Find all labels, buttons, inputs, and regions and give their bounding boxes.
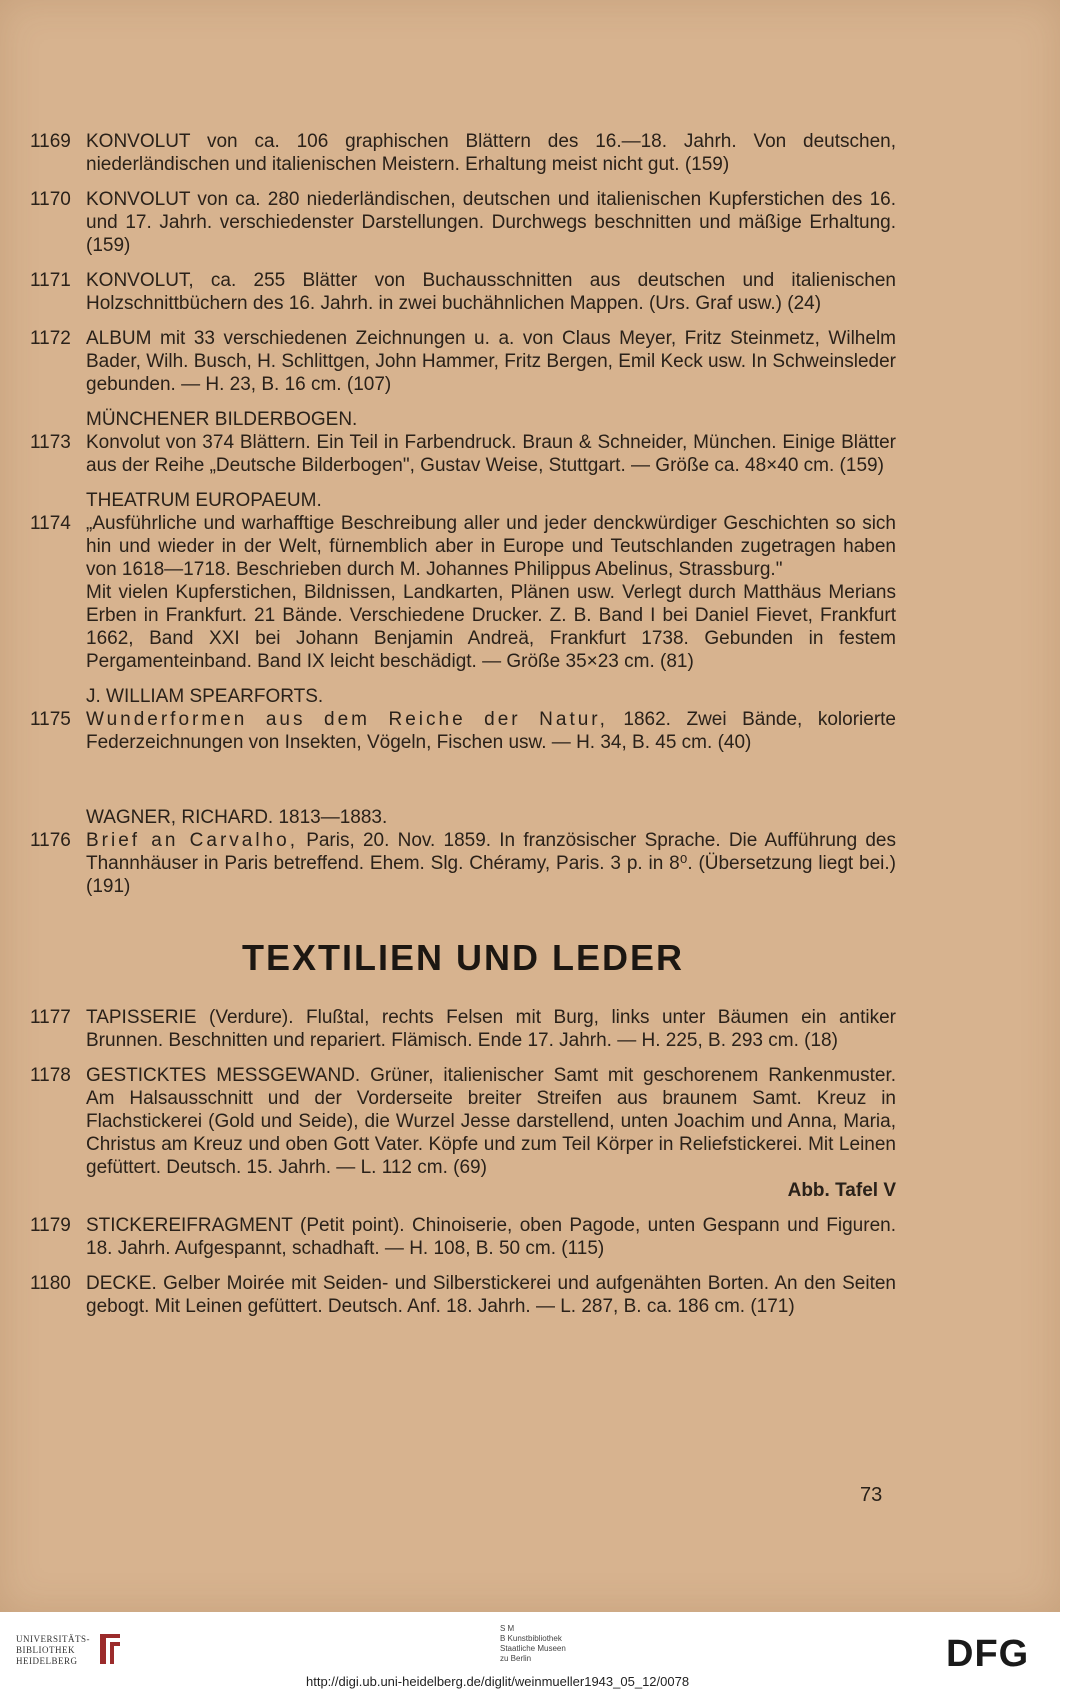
entry-title-spaced: Brief an Carvalho,: [86, 830, 298, 851]
catalog-entry-1172: [30, 327, 896, 396]
entry-number: 1175: [30, 709, 71, 730]
entry-number: 1169: [30, 131, 71, 152]
entry-number: 1178: [30, 1065, 71, 1086]
uni-line: HEIDELBERG: [16, 1656, 78, 1666]
uni-line: BIBLIOTHEK: [16, 1645, 75, 1655]
uni-line: UNIVERSITÄTS-: [16, 1634, 90, 1644]
entry-text: Paris, 20. Nov. 1859. In französischer Sprache. Die Aufführung des Thannhäuser in Paris betreffend. Ehem. Slg. Chéramy, Paris. 3 p. in 8⁰. (Übersetzung liegt bei.) (191): [86, 830, 896, 897]
source-url-link[interactable]: http://digi.ub.uni-heidelberg.de/diglit/weinmueller1943_05_12/0078: [306, 1674, 690, 1689]
sm-line: S M: [500, 1624, 515, 1633]
heading-wagner: WAGNER, RICHARD. 1813—1883.: [86, 807, 388, 828]
catalog-content: [30, 130, 896, 1330]
section-title: TEXTILIEN UND LEDER: [241, 937, 684, 978]
sm-line: B Kunstbibliothek: [500, 1634, 562, 1643]
heading-spearforts: J. WILLIAM SPEARFORTS.: [86, 686, 324, 707]
entries-bottom: [30, 1006, 896, 1318]
catalog-entry-1175: [30, 708, 896, 754]
catalog-entry-1174: [30, 512, 896, 673]
catalog-entry-1178: [30, 1064, 896, 1202]
entries-top: [30, 130, 896, 396]
heading-muenchener: MÜNCHENER BILDERBOGEN.: [86, 409, 358, 430]
entry-number: 1173: [30, 432, 71, 453]
catalog-entry-1170: [30, 188, 896, 257]
heading-theatrum: THEATRUM EUROPAEUM.: [86, 490, 322, 511]
entry-text: ALBUM mit 33 verschiedenen Zeichnungen u. a. von Claus Meyer, Fritz Steinmetz, Wilhelm Bader, Wilh. Busch, H. Schlittgen, John Hammer, Fritz Bergen, Emil Keck usw. In Schweinsleder gebunden. — H. 23, B. 16 cm. (107): [86, 328, 896, 395]
page-number: 73: [860, 1484, 883, 1506]
entry-text: STICKEREIFRAGMENT (Petit point). Chinoiserie, oben Pagode, unten Gespann und Figuren. 18. Jahrh. Aufgespannt, schadhaft. — H. 108, B. 50 cm. (115): [86, 1215, 896, 1259]
footer-bar: [0, 1612, 1065, 1693]
entry-number: 1177: [30, 1007, 71, 1028]
entry-number: 1174: [30, 513, 71, 534]
catalog-entry-1171: [30, 269, 896, 315]
entry-text: DECKE. Gelber Moirée mit Seiden- und Silberstickerei und aufgenähten Borten. An den Seiten gebogt. Mit Leinen gefüttert. Deutsch. Anf. 18. Jahrh. — L. 287, B. ca. 186 cm. (171): [86, 1273, 896, 1317]
entry-number: 1176: [30, 830, 71, 851]
entry-text: GESTICKTES MESSGEWAND. Grüner, italienischer Samt mit geschorenem Rankenmuster. Am Halsausschnitt und der Vorderseite breiter Streifen aus braunem Samt. Kreuz in Flachstickerei (Gold und Seide), die Wurzel Jesse darstellend, unten Joachim und Anna, Maria, Christus am Kreuz und oben Gott Vater. Köpfe und zum Teil Körper in Reliefstickerei. Mit Leinen gefüttert. Deutsch. 15. Jahrh. — L. 112 cm. (69): [86, 1065, 896, 1178]
catalog-entry-1177: [30, 1006, 896, 1052]
sm-line: zu Berlin: [500, 1654, 532, 1663]
entry-text: Mit vielen Kupferstichen, Bildnissen, Landkarten, Plänen usw. Verlegt durch Matthäus Merians Erben in Frankfurt. 21 Bände. Verschiedene Drucker. Z. B. Band I bei Daniel Fievet, Frankfurt 1662, Band XXI bei Johann Benjamin Andreä, Frankfurt 1738. Gebunden in festem Pergamenteinband. Band IX leicht beschädigt. — Größe 35×23 cm. (81): [86, 582, 896, 672]
entry-title-spaced: Wunderformen aus dem Reiche der Natur,: [86, 709, 608, 730]
entry-text: KONVOLUT von ca. 280 niederländischen, deutschen und italienischen Kupferstichen des 16. und 17. Jahrh. verschiedenster Darstellungen. Durchwegs beschnitten und mäßige Erhaltung. (159): [86, 189, 896, 256]
plate-reference: Abb. Tafel V: [787, 1180, 896, 1201]
entry-number: 1170: [30, 189, 71, 210]
entry-number: 1180: [30, 1273, 71, 1294]
catalog-entry-1173: [30, 431, 896, 477]
entry-number: 1179: [30, 1215, 71, 1236]
entry-text: „Ausführliche und warhafftige Beschreibung aller und jeder denckwürdiger Geschichten so sich hin und wieder in der Welt, fürnemblich aber in Europe und Teutschlanden zugetragen haben von 1618—1718. Beschrieben durch M. Johannes Philippus Abelinus, Strassburg.": [86, 513, 896, 580]
entry-text: KONVOLUT von ca. 106 graphischen Blättern des 16.—18. Jahrh. Von deutschen, niederländischen und italienischen Meistern. Erhaltung meist nicht gut. (159): [86, 131, 896, 175]
sm-kunstbibliothek-label: [500, 1624, 566, 1664]
catalog-entry-1179: [30, 1214, 896, 1260]
entry-text: 1862. Zwei Bände, kolorierte Federzeichnungen von Insekten, Vögeln, Fischen usw. — H. 34, B. 45 cm. (40): [86, 709, 896, 753]
library-logo-icon: [96, 1630, 124, 1668]
sm-line: Staatliche Museen: [500, 1644, 566, 1653]
catalog-entry-1180: [30, 1272, 896, 1318]
entry-text: KONVOLUT, ca. 255 Blätter von Buchausschnitten aus deutschen und italienischen Holzschnittbüchern des 16. Jahrh. in zwei buchähnlichen Mappen. (Urs. Graf usw.) (24): [86, 270, 896, 314]
entry-text: Konvolut von 374 Blättern. Ein Teil in Farbendruck. Braun & Schneider, München. Einige Blätter aus der Reihe „Deutsche Bilderbogen", Gustav Weise, Stuttgart. — Größe ca. 48×40 cm. (159): [86, 432, 896, 476]
entry-text: TAPISSERIE (Verdure). Flußtal, rechts Felsen mit Burg, links unter Bäumen ein antiker Brunnen. Beschnitten und repariert. Flämisch. Ende 17. Jahrh. — H. 225, B. 293 cm. (18): [86, 1007, 896, 1051]
entry-number: 1172: [30, 328, 71, 349]
dfg-logo: DFG: [946, 1633, 1030, 1675]
catalog-entry-1169: [30, 130, 896, 176]
catalog-entry-1176: [30, 829, 896, 898]
university-library-label: [16, 1634, 90, 1667]
entry-number: 1171: [30, 270, 71, 291]
